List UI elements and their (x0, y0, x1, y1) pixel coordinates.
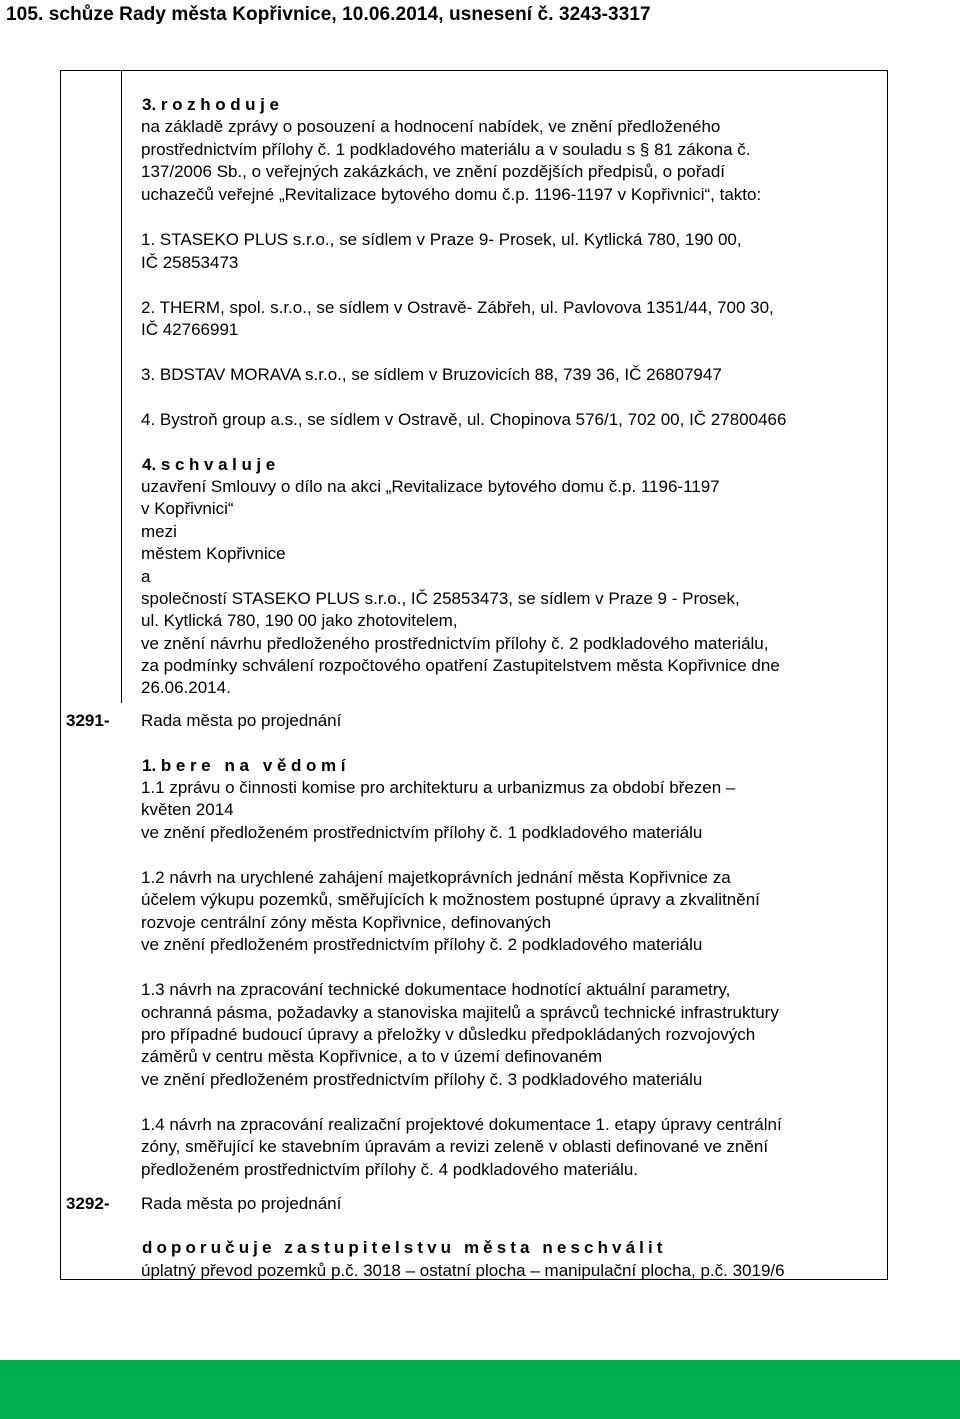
sec4-heading-num: 4. (142, 455, 157, 474)
r3291-heading-num: 1. (142, 756, 157, 775)
sec4-line: ve znění návrhu předloženého prostřednictvím přílohy č. 2 podkladového materiálu, (141, 634, 769, 653)
sec4-line: mezi (141, 522, 177, 541)
sec3-line: na základě zprávy o posouzení a hodnocení nabídek, ve znění předloženého (141, 117, 721, 136)
r3291-p1-line: ve znění předloženém prostřednictvím přílohy č. 1 podkladového materiálu (141, 823, 703, 842)
resolution-number-3292: 3292- (66, 1194, 110, 1213)
sec3-line: uchazečů veřejné „Revitalizace bytového domu č.p. 1196-1197 v Kopřivnici“, takto: (141, 185, 762, 204)
r3291-heading (142, 755, 350, 778)
r3291-p2-line: ve znění předloženém prostřednictvím přílohy č. 2 podkladového materiálu (141, 935, 703, 954)
page-title: 105. schůze Rady města Kopřivnice, 10.06.2014, usnesení č. 3243-3317 (6, 4, 651, 25)
sec4-line: a (141, 567, 151, 586)
r3291-p3-line: 1.3 návrh na zpracování technické dokumentace hodnotící aktuální parametry, (141, 980, 731, 999)
r3291-p1-line: 1.1 zprávu o činnosti komise pro architekturu a urbanizmus za období březen – (141, 778, 736, 797)
bidder-2-line: 2. THERM, spol. s.r.o., se sídlem v Ostravě- Zábřeh, ul. Pavlovova 1351/44, 700 30, (141, 298, 774, 317)
sec4-line: za podmínky schválení rozpočtového opatření Zastupitelstvem města Kopřivnice dne (141, 656, 780, 675)
sec3-heading-word: rozhoduje (160, 95, 284, 114)
bidder-4-line: 4. Bystroň group a.s., se sídlem v Ostravě, ul. Chopinova 576/1, 702 00, IČ 27800466 (141, 410, 787, 429)
r3291-p4-line: zóny, směřující ke stavebním úpravám a revizi zeleně v oblasti definované ve znění (141, 1137, 769, 1156)
r3291-p3-line: záměrů v centru města Kopřivnice, a to v území definovaném (141, 1047, 603, 1066)
bidder-3-line: 3. BDSTAV MORAVA s.r.o., se sídlem v Bruzovicích 88, 739 36, IČ 26807947 (141, 365, 722, 384)
resolution-number-3291: 3291- (66, 711, 110, 730)
footer-bar (0, 1360, 960, 1419)
bidder-1-line: 1. STASEKO PLUS s.r.o., se sídlem v Praze 9- Prosek, ul. Kytlická 780, 190 00, (141, 230, 742, 249)
r3292-intro: Rada města po projednání (141, 1194, 342, 1213)
r3291-p4-line: 1.4 návrh na zpracování realizační projektové dokumentace 1. etapy úpravy centrální (141, 1115, 782, 1134)
sec3-line: 137/2006 Sb., o veřejných zakázkách, ve znění pozdějších předpisů, o pořadí (141, 162, 726, 181)
sec4-line: v Kopřivnici“ (141, 499, 234, 518)
r3291-heading-word: bere na vědomí (160, 756, 351, 775)
sec4-line: společností STASEKO PLUS s.r.o., IČ 25853473, se sídlem v Praze 9 - Prosek, (141, 589, 740, 608)
r3291-p3-line: ochranná pásma, požadavky a stanoviska majitelů a správců technické infrastruktury (141, 1003, 779, 1022)
r3291-p2-line: účelem výkupu pozemků, směřujících k možnostem postupné úpravy a zkvalitnění (141, 890, 760, 909)
bidder-2-id: IČ 42766991 (141, 320, 239, 339)
bidder-1-id: IČ 25853473 (141, 253, 239, 272)
column-divider (121, 70, 122, 703)
r3292-heading: doporučuje zastupitelstvu města neschválit (142, 1238, 667, 1257)
sec4-line: 26.06.2014. (141, 678, 231, 697)
sec3-line: prostřednictvím přílohy č. 1 podkladového materiálu a v souladu s § 81 zákona č. (141, 140, 751, 159)
sec4-line: ul. Kytlická 780, 190 00 jako zhotovitelem, (141, 611, 458, 630)
r3291-p2-line: rozvoje centrální zóny města Kopřivnice, definovaných (141, 913, 552, 932)
sec4-heading-word: schvaluje (160, 455, 280, 474)
r3292-line: úplatný převod pozemků p.č. 3018 – ostatní plocha – manipulační plocha, p.č. 3019/6 (141, 1261, 785, 1280)
sec3-heading (142, 94, 284, 117)
r3291-p3-line: ve znění předloženém prostřednictvím přílohy č. 3 podkladového materiálu (141, 1070, 703, 1089)
sec4-line: městem Kopřivnice (141, 544, 286, 563)
sec4-heading (142, 454, 280, 477)
r3291-p2-line: 1.2 návrh na urychlené zahájení majetkoprávních jednání města Kopřivnice za (141, 868, 731, 887)
sec3-heading-num: 3. (142, 95, 157, 114)
r3291-intro: Rada města po projednání (141, 711, 342, 730)
r3291-p4-line: předloženém prostřednictvím přílohy č. 4 podkladového materiálu. (141, 1160, 639, 1179)
r3291-p3-line: pro případné budoucí úpravy a přeložky v důsledku předpokládaných rozvojových (141, 1025, 756, 1044)
sec4-line: uzavření Smlouvy o dílo na akci „Revitalizace bytového domu č.p. 1196-1197 (141, 477, 720, 496)
r3291-p1-line: květen 2014 (141, 800, 234, 819)
